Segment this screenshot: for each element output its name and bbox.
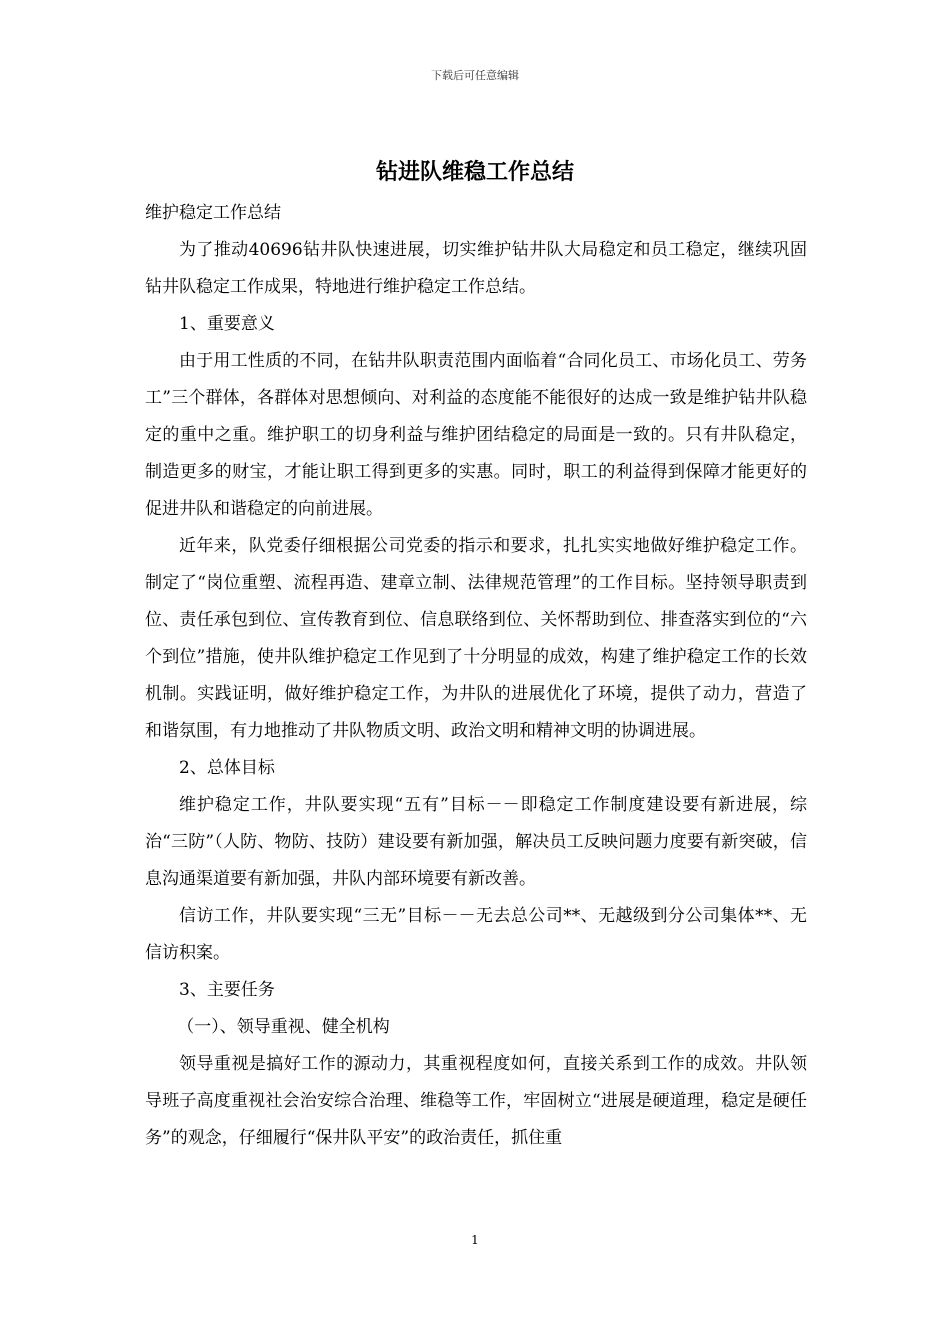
paragraph-stability-goal: 维护稳定工作，井队要实现“五有”目标－－即稳定工作制度建设要有新进展，综治“三防”（人防、物防、技防）建设要有新加强，解决员工反映问题力度要有新突破，信息沟通渠道要有新加强，井队内部环境要有新改善。 [145,795,807,889]
heading-overall-goal: 2、总体目标 [179,758,275,778]
section-subtitle: 维护稳定工作总结 [145,203,281,223]
paragraph-petition-goal: 信访工作，井队要实现“三无”目标－－无去总公司**、无越级到分公司集体**、无信访积案。 [145,906,807,963]
paragraph-leadership: 领导重视是搞好工作的源动力，其重视程度如何，直接关系到工作的成效。井队领导班子高度重视社会治安综合治理、维稳等工作，牢固树立“进展是硬道理，稳定是硬任务”的观念，仔细履行“保井队平安”的政治责任，抓住重 [145,1054,807,1148]
paragraph-intro: 为了推动40696钻井队快速进展，切实维护钻井队大局稳定和员工稳定，继续巩固钻井队稳定工作成果，特地进行维护稳定工作总结。 [145,240,807,297]
header-note: 下载后可任意编辑 [431,69,519,82]
paragraph-significance: 由于用工性质的不同，在钻井队职责范围内面临着“合同化员工、市场化员工、劳务工”三个群体，各群体对思想倾向、对利益的态度能不能很好的达成一致是维护钻井队稳定的重中之重。维护职工的切身利益与维护团结稳定的局面是一致的。只有井队稳定，制造更多的财宝，才能让职工得到更多的实惠。同时，职工的利益得到保障才能更好的促进井队和谐稳定的向前进展。 [145,351,807,519]
subheading-leadership: （一）、领导重视、健全机构 [177,1017,390,1037]
paragraph-recent-years: 近年来，队党委仔细根据公司党委的指示和要求，扎扎实实地做好维护稳定工作。制定了“岗位重塑、流程再造、建章立制、法律规范管理”的工作目标。坚持领导职责到位、责任承包到位、宣传教育到位、信息联络到位、关怀帮助到位、排查落实到位的“六个到位”措施，使井队维护稳定工作见到了十分明显的成效，构建了维护稳定工作的长效机制。实践证明，做好维护稳定工作，为井队的进展优化了环境，提供了动力，营造了和谐氛围，有力地推动了井队物质文明、政治文明和精神文明的协调进展。 [145,536,807,741]
document-body [145,195,807,1157]
heading-significance: 1、重要意义 [179,314,275,334]
page-title: 钻进队维稳工作总结 [375,160,574,185]
page-number: 1 [471,1233,479,1247]
heading-main-tasks: 3、主要任务 [179,980,275,1000]
